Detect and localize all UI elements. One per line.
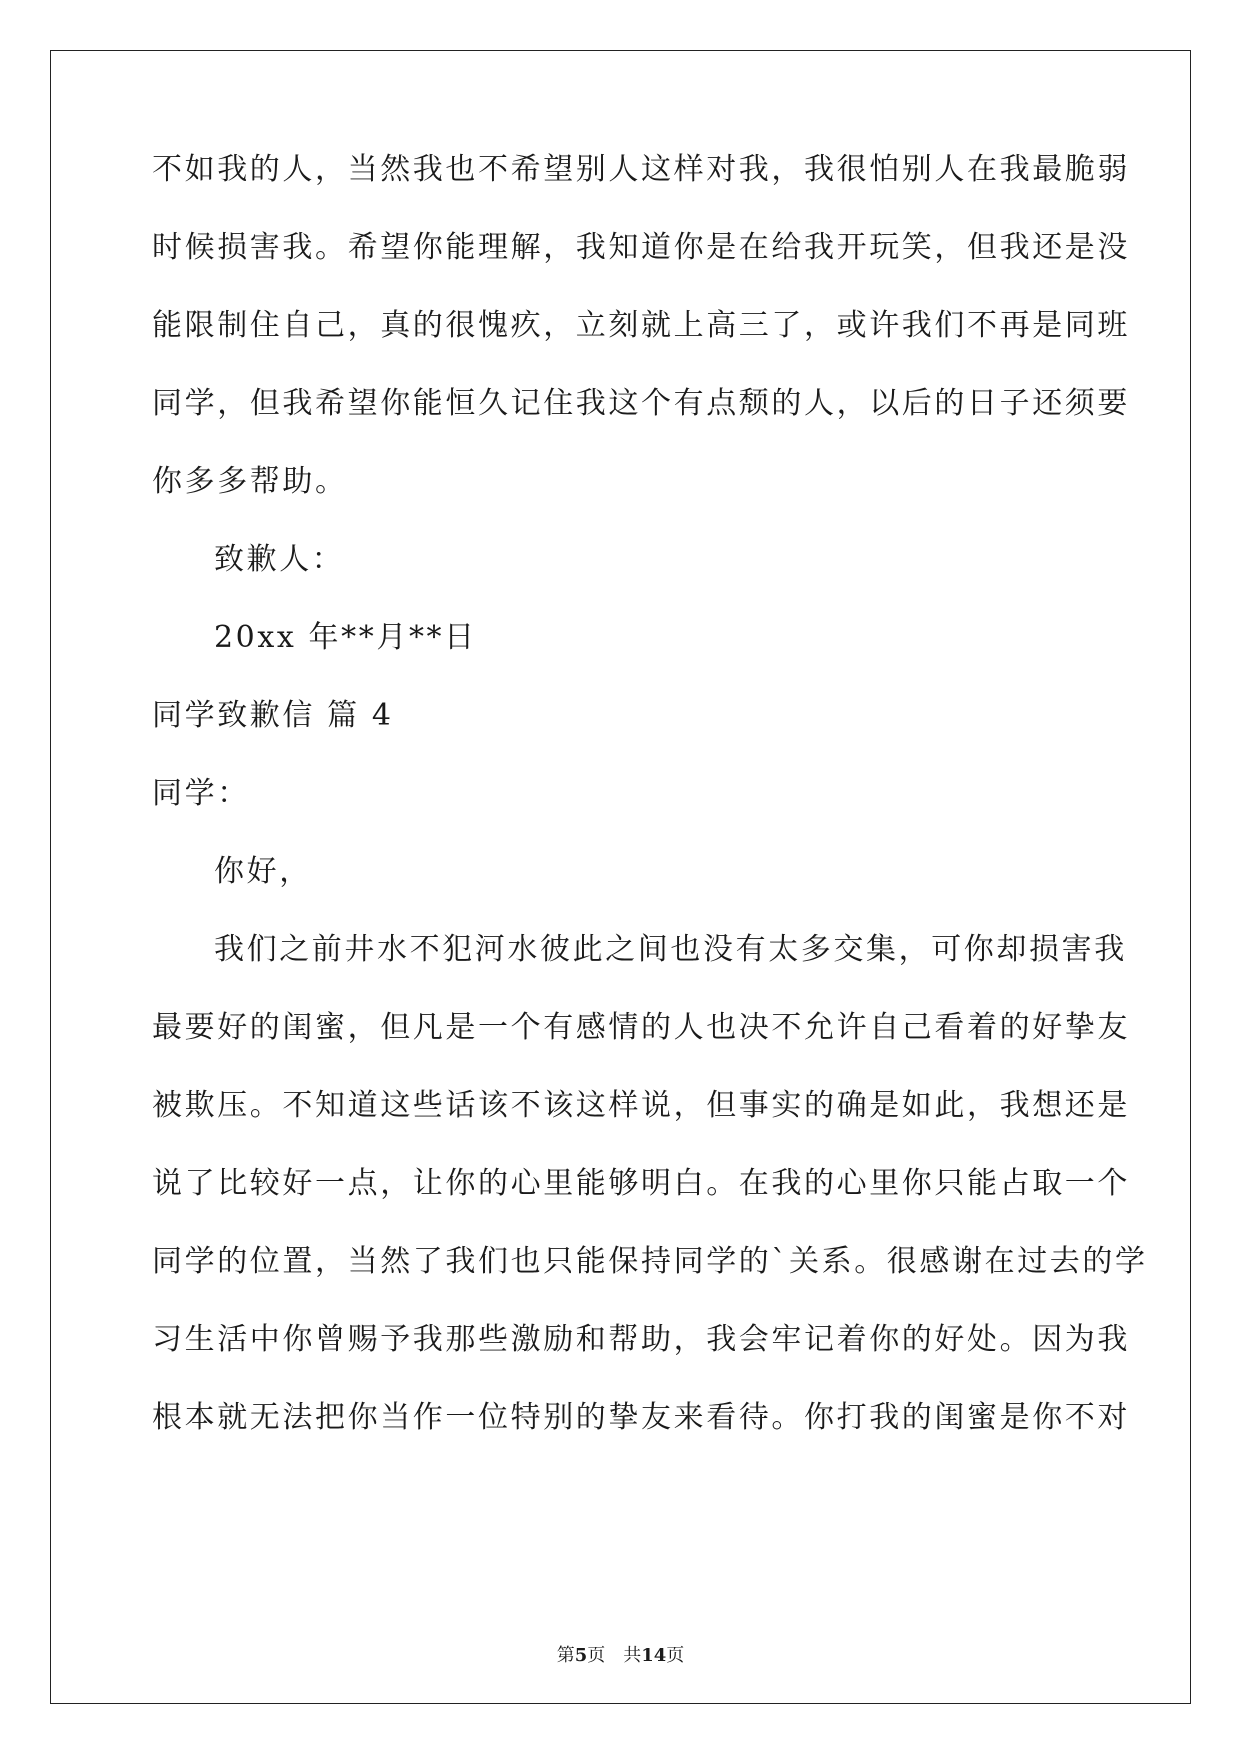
greeting: 你好， [214, 854, 312, 889]
footer-prefix: 第 [556, 1645, 575, 1666]
body-line: 习生活中你曾赐予我那些激励和帮助，我会牢记着你的好处。因为我 [152, 1322, 1130, 1357]
signature-label: 致歉人： [214, 542, 345, 577]
footer-suffix: 页 [666, 1645, 685, 1666]
body-line: 最要好的闺蜜，但凡是一个有感情的人也决不允许自己看着的好挚友 [152, 1010, 1130, 1045]
body-line: 说了比较好一点，让你的心里能够明白。在我的心里你只能占取一个 [152, 1166, 1130, 1201]
section-heading: 同学致歉信 篇 4 [152, 698, 394, 733]
body-line: 同学的位置，当然了我们也只能保持同学的`关系。很感谢在过去的学 [152, 1244, 1148, 1279]
body-line: 我们之前井水不犯河水彼此之间也没有太多交集，可你却损害我 [214, 932, 1127, 967]
body-line: 能限制住自己，真的很愧疚，立刻就上高三了，或许我们不再是同班 [152, 308, 1130, 343]
body-line: 同学，但我希望你能恒久记住我这个有点颓的人，以后的日子还须要 [152, 386, 1130, 421]
total-page-number: 14 [641, 1645, 667, 1666]
body-line: 不如我的人，当然我也不希望别人这样对我，我很怕别人在我最脆弱 [152, 152, 1130, 187]
body-line: 时候损害我。希望你能理解，我知道你是在给我开玩笑，但我还是没 [152, 230, 1130, 265]
salutation: 同学： [152, 776, 250, 811]
page-footer [0, 1644, 1241, 1668]
footer-mid: 页 共 [587, 1645, 642, 1666]
body-line: 根本就无法把你当作一位特别的挚友来看待。你打我的闺蜜是你不对 [152, 1400, 1130, 1435]
body-line: 你多多帮助。 [152, 464, 348, 499]
body-line: 被欺压。不知道这些话该不该这样说，但事实的确是如此，我想还是 [152, 1088, 1130, 1123]
current-page-number: 5 [574, 1645, 588, 1666]
date-line: 20xx 年**月**日 [214, 620, 477, 655]
